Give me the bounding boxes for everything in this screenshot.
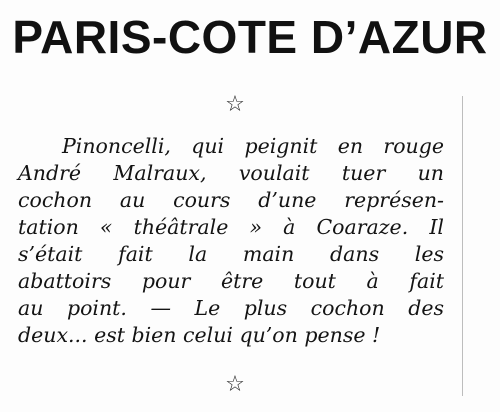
star-outline-icon: ☆	[225, 92, 245, 117]
article-body	[18, 133, 444, 349]
article-line: s’était fait la main dans les	[18, 242, 444, 266]
article-line: André Malraux, voulait tuer un	[18, 161, 444, 185]
star-outline-icon: ☆	[225, 372, 245, 397]
article-line: cochon au cours d’une représen-	[18, 188, 444, 212]
section-headline: PARIS-COTE D’AZUR	[12, 11, 488, 63]
article-line: au point. — Le plus cochon des	[18, 296, 444, 320]
article-line: Pinoncelli, qui peignit en rouge	[62, 134, 444, 158]
article-line: tation « théâtrale » à Coaraze. Il	[18, 215, 444, 239]
article-line: deux... est bien celui qu’on pense !	[18, 323, 381, 347]
column-rule	[462, 96, 463, 396]
article-line: abattoirs pour être tout à fait	[18, 269, 444, 293]
